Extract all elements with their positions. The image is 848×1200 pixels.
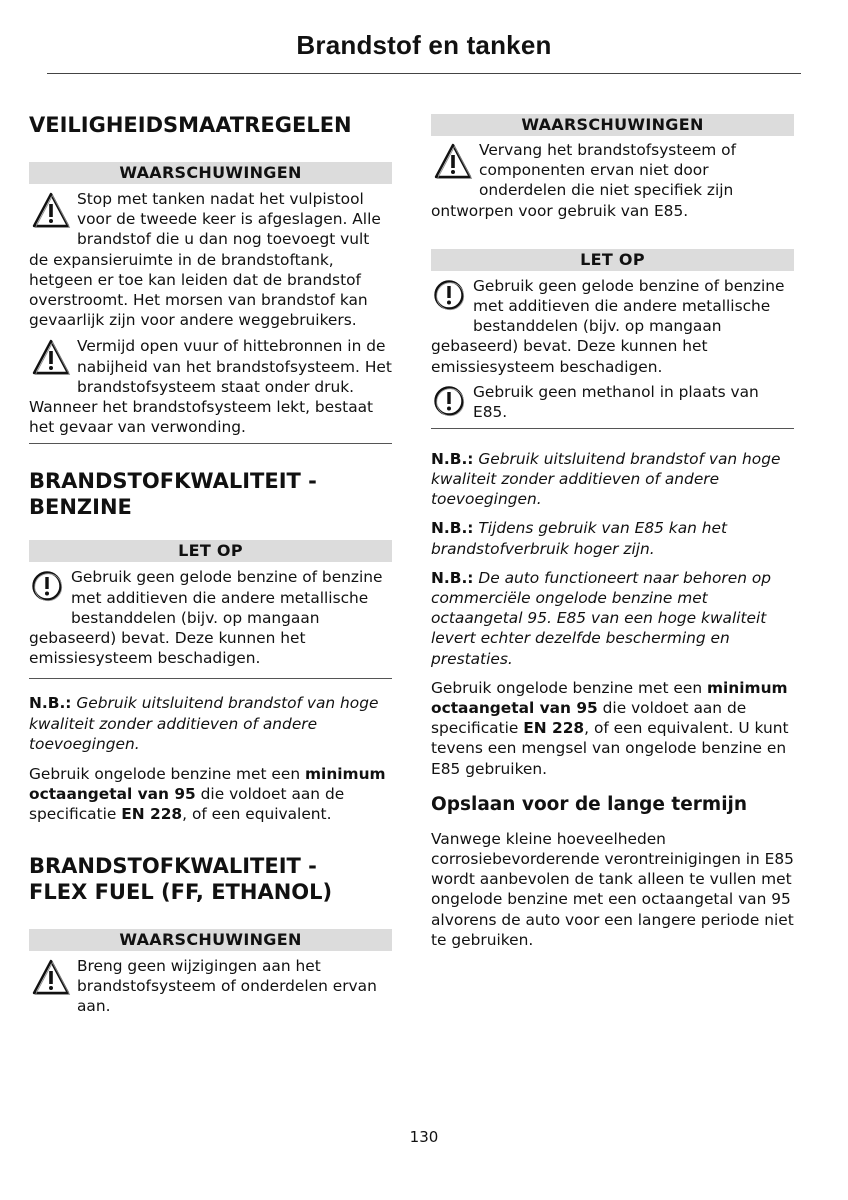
warnings-banner: WAARSCHUWINGEN	[29, 162, 392, 184]
note-label: N.B.:	[29, 694, 72, 713]
fuel-spec-paragraph	[29, 764, 392, 825]
page-title: Brandstof en tanken	[296, 30, 552, 60]
heading-line: BRANDSTOFKWALITEIT -	[29, 469, 317, 494]
section-heading-safety: VEILIGHEIDSMAATREGELEN	[29, 113, 352, 137]
section-divider	[29, 678, 392, 679]
warning-paragraph	[29, 336, 392, 437]
text-span: Gebruik ongelode benzine met een	[431, 678, 707, 697]
text-span: Gebruik ongelode benzine met een	[29, 765, 301, 784]
caution-paragraph	[431, 276, 794, 377]
caution-text: Gebruik geen gelode benzine of benzine met additieven die andere metallische bestanddelen (bijv. op mangaan gebaseerd) bevat. Deze kunnen het emissiesysteem beschadigen.	[29, 568, 383, 668]
note-label: N.B.:	[431, 519, 474, 538]
warning-triangle-icon	[31, 958, 71, 1018]
note-paragraph	[431, 449, 794, 510]
storage-paragraph: Vanwege kleine hoeveelheden corrosiebevorderende verontreinigingen in E85 wordt aanbevolen de tank alleen te vullen met ongelode benzine met een octaangetal van 95 alvorens de auto voor een langere periode niet te gebruiken.	[431, 829, 794, 949]
section-heading-fuel-quality-flex-fuel	[29, 853, 392, 905]
octane-spec: minimum octaangetal van 95	[431, 678, 788, 718]
caution-text: Gebruik geen gelode benzine of benzine met additieven die andere metallische bestanddelen (bijv. op mangaan gebaseerd) bevat. Deze kunnen het emissiesysteem beschadigen.	[431, 276, 785, 376]
page-number: 130	[409, 1128, 439, 1146]
note-text: Gebruik uitsluitend brandstof van hoge kwaliteit zonder additieven of andere toevoegingen.	[29, 694, 379, 753]
warning-text: Vervang het brandstofsysteem of componenten ervan niet door onderdelen die niet specifiek zijn ontworpen voor gebruik van E85.	[431, 141, 737, 220]
standard-spec: EN 228	[121, 805, 183, 824]
warnings-banner: WAARSCHUWINGEN	[431, 114, 794, 136]
warning-triangle-icon	[31, 338, 71, 378]
text-span: , of een equivalent. U kunt tevens een mengsel van ongelode benzine en E85 gebruiken.	[431, 719, 789, 778]
left-column	[29, 110, 392, 1018]
section-divider	[29, 443, 392, 444]
heading-line: FLEX FUEL (FF, ETHANOL)	[29, 879, 333, 904]
note-text: De auto functioneert naar behoren op commerciële ongelode benzine met octaangetal 95. E85 van een hoge kwaliteit levert echter dezelfde bescherming en prestaties.	[431, 568, 772, 668]
warning-paragraph	[29, 956, 392, 1018]
warning-text: Vermijd open vuur of hittebronnen in de nabijheid van het brandstofsysteem. Het brandstofsysteem staat onder druk. Wanneer het brandstofsysteem lekt, bestaat het gevaar van verwonding.	[29, 337, 392, 437]
title-divider	[47, 73, 801, 74]
warning-text: Breng geen wijzigingen aan het brandstofsysteem of onderdelen ervan aan.	[77, 956, 377, 1016]
note-label: N.B.:	[431, 568, 474, 587]
caution-exclamation-icon	[31, 569, 65, 609]
caution-banner: LET OP	[431, 249, 794, 271]
caution-exclamation-icon	[433, 384, 467, 424]
warning-triangle-icon	[433, 142, 473, 182]
note-paragraph	[29, 693, 392, 754]
text-span: die voldoet aan de specificatie	[431, 699, 747, 738]
text-span: , of een equivalent.	[182, 805, 332, 824]
text-span: die voldoet aan de specificatie	[29, 785, 345, 824]
warning-paragraph	[431, 140, 794, 221]
warnings-banner: WAARSCHUWINGEN	[29, 929, 392, 951]
caution-paragraph	[29, 567, 392, 668]
caution-text: Gebruik geen methanol in plaats van E85.	[473, 382, 759, 422]
octane-spec: minimum octaangetal van 95	[29, 765, 386, 804]
note-text: Gebruik uitsluitend brandstof van hoge kwaliteit zonder additieven of andere toevoegingen.	[431, 449, 781, 509]
note-paragraph	[431, 518, 794, 558]
caution-exclamation-icon	[433, 278, 467, 318]
section-heading-fuel-quality-benzine	[29, 468, 392, 520]
standard-spec: EN 228	[523, 719, 585, 738]
note-text: Tijdens gebruik van E85 kan het brandstofverbruik hoger zijn.	[431, 519, 728, 558]
note-paragraph	[431, 568, 794, 669]
warning-triangle-icon	[31, 191, 71, 231]
fuel-spec-paragraph	[431, 678, 794, 779]
warning-text: Stop met tanken nadat het vulpistool voor de tweede keer is afgeslagen. Alle brandstof die u dan nog toevoegt vult de expansieruimte in de brandstoftank, hetgeen er toe kan leiden dat de brandstof overstroomt. Het morsen van brandstof kan gevaarlijk zijn voor andere weggebruikers.	[29, 190, 381, 330]
note-label: N.B.:	[431, 449, 474, 468]
right-column	[431, 114, 794, 950]
caution-banner: LET OP	[29, 540, 392, 562]
warning-paragraph	[29, 189, 392, 330]
heading-line: BRANDSTOFKWALITEIT -	[29, 853, 317, 878]
caution-paragraph	[431, 382, 794, 424]
subheading-long-term-storage: Opslaan voor de lange termijn	[431, 793, 748, 815]
section-divider	[431, 428, 794, 429]
heading-line: BENZINE	[29, 495, 132, 520]
